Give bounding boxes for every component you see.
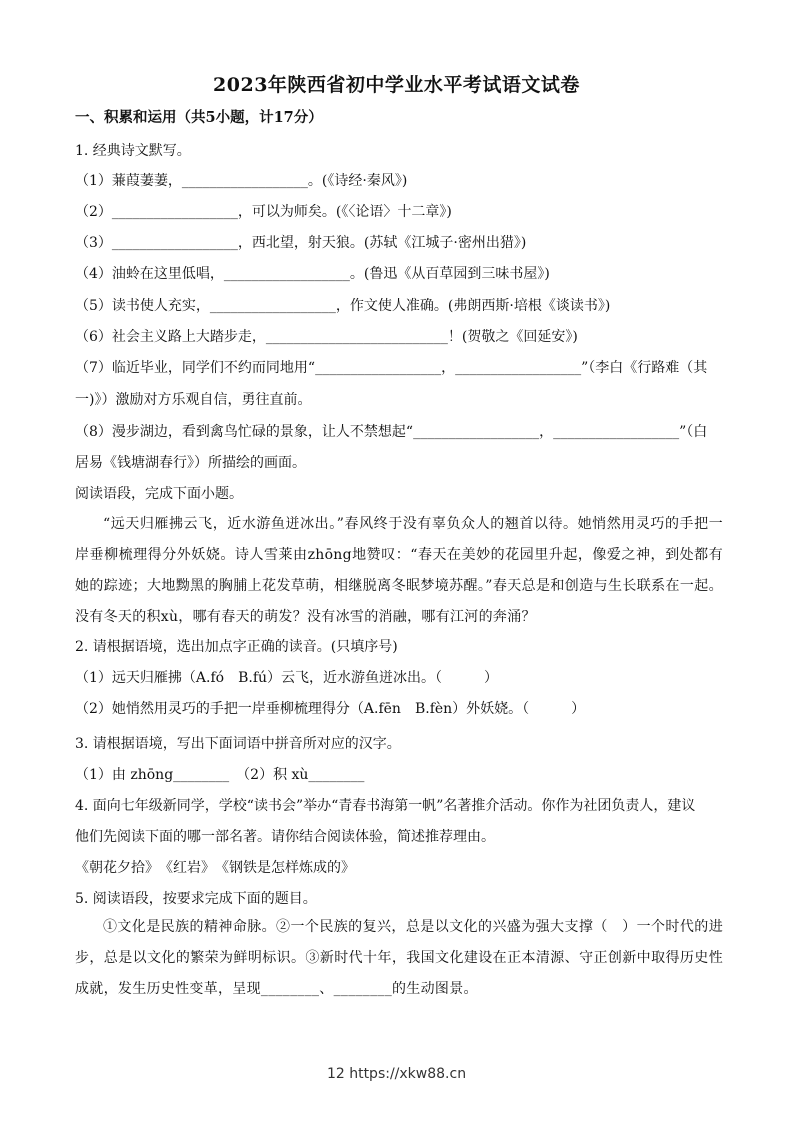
page-footer: 12 https://xkw88.cn	[326, 1066, 467, 1082]
page-title: 2023年陕西省初中学业水平考试语文试卷	[213, 74, 580, 96]
question-4-line-1: 4. 面向七年级新同学，学校“读书会”举办“青春书海第一帆”名著推介活动。你作为社团负责人，建议	[75, 798, 696, 814]
q1-item-7: （7）临近毕业，同学们不约而同地用“__________________，__________________”（李白《行路难（其	[75, 360, 708, 376]
q1-item-8-cont: 居易《钱塘湖春行》）所描绘的画面。	[75, 455, 306, 471]
question-5-stem: 5. 阅读语段，按要求完成下面的题目。	[75, 891, 317, 907]
q3-items: （1）由 zhōng________ （2）积 xù________	[75, 767, 365, 783]
question-1-stem: 1. 经典诗文默写。	[75, 143, 191, 159]
q1-item-2: （2）__________________，可以为师矣。(《〈论语〉十二章》)	[75, 204, 452, 220]
q1-item-4: （4）油蛉在这里低唱，__________________。(鲁迅《从百草园到三味书屋》)	[75, 266, 550, 282]
q1-item-5: （5）读书使人充实，__________________，作文使人准确。(弗朗西斯·培根《谈读书》)	[75, 298, 611, 314]
question-2-stem: 2. 请根据语境，选出加点字正确的读音。(只填序号)	[75, 639, 398, 655]
question-3-stem: 3. 请根据语境，写出下面词语中拼音所对应的汉字。	[75, 736, 401, 752]
q5-passage: ①文化是民族的精神命脉。②一个民族的复兴，总是以文化的兴盛为强大支撑（ ）一个时代的进步，总是以文化的繁荣为鲜明标识。③新时代十年，我国文化建设在正本清源、守正创新中取得历史性成就，发生历史性变革，呈现________、________的生动图景。	[75, 919, 723, 997]
q2-item-1: （1）远天归雁拂（A.fó B.fú）云飞，近水游鱼迸冰出。（ ）	[75, 670, 499, 686]
question-4-line-2: 他们先阅读下面的哪一部名著。请你结合阅读体验，简述推荐理由。	[75, 829, 495, 845]
section-heading: 一、积累和运用（共5小题，计17分）	[75, 109, 323, 126]
q4-book-list: 《朝花夕拾》 《红岩》 《钢铁是怎样炼成的》	[75, 860, 355, 876]
reading-intro: 阅读语段，完成下面小题。	[75, 486, 243, 502]
q1-item-6: （6）社会主义路上大踏步走，__________________________！(贺敬之《回延安》)	[75, 329, 578, 345]
q2-item-2: （2）她悄然用灵巧的手把一岸垂柳梳理得分（A.fēn B.fèn）外妖娆。（ ）	[75, 701, 586, 717]
q1-item-7-cont: 一)》）激励对方乐观自信，勇往直前。	[75, 392, 312, 408]
reading-passage-1: “远天归雁拂云飞，近水游鱼迸冰出。”春风终于没有辜负众人的翘首以待。她悄然用灵巧的手把一岸垂柳梳理得分外妖娆。诗人雪莱由zhōng地赞叹：“春天在美妙的花园里升起，像爱之神，到处都有她的踪迹；大地黝黑的胸脯上花发草萌，相继脱离冬眠梦境苏醒。”春天总是和创造与生长联系在一起。没有冬天的积xù，哪有春天的萌发？没有冰雪的消融，哪有江河的奔涌？	[75, 516, 723, 625]
q1-item-3: （3）__________________，西北望，射天狼。(苏轼《江城子·密州出猎》)	[75, 235, 527, 251]
q1-item-8: （8）漫步湖边，看到禽鸟忙碌的景象，让人不禁想起“__________________，__________________”（白	[75, 424, 708, 440]
q1-item-1: （1）蒹葭萋萋，__________________。(《诗经·秦风》)	[75, 173, 408, 189]
